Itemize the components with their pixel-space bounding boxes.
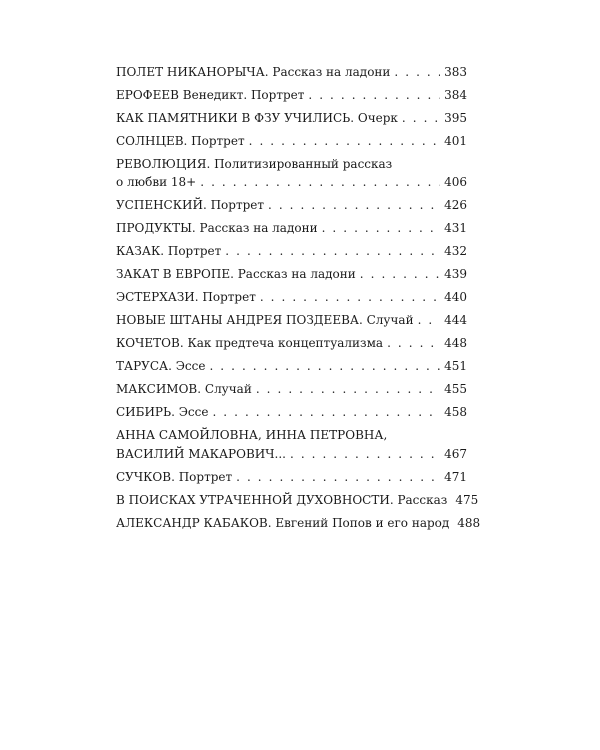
dot-leader — [268, 196, 440, 214]
toc-page-number: 471 — [444, 469, 467, 484]
dot-leader — [225, 242, 440, 260]
toc-page-number: 401 — [444, 133, 467, 148]
toc-line — [116, 311, 467, 329]
toc-page-number: 451 — [444, 359, 467, 374]
toc-entry — [116, 288, 467, 306]
toc-entry — [116, 86, 467, 104]
toc-page-number: 395 — [444, 110, 467, 125]
toc-entry-title: УСПЕНСКИЙ. Портрет — [116, 198, 265, 213]
toc-line — [116, 288, 467, 306]
toc-line — [116, 132, 467, 150]
toc-entry — [116, 155, 467, 192]
toc-line — [116, 86, 467, 104]
dot-leader — [200, 173, 440, 191]
toc-line — [116, 491, 479, 509]
toc-entry-title: ЗАКАТ В ЕВРОПЕ. Рассказ на ладони — [116, 267, 356, 282]
toc-page-number: 458 — [444, 405, 467, 420]
toc-entry — [116, 380, 467, 398]
toc-entry — [116, 242, 467, 260]
toc-line — [116, 219, 467, 237]
toc-entry — [116, 468, 467, 486]
toc-page-number: 467 — [444, 446, 467, 461]
toc-line — [116, 357, 467, 375]
dot-leader — [308, 86, 440, 104]
toc-entry-title: СИБИРЬ. Эссе — [116, 405, 209, 420]
toc-line — [116, 242, 467, 260]
dot-leader — [260, 288, 440, 306]
toc-entry-title: КАК ПАМЯТНИКИ В ФЗУ УЧИЛИСЬ. Очерк — [116, 110, 398, 125]
table-of-contents — [116, 63, 481, 532]
toc-entry — [116, 109, 467, 127]
toc-line — [116, 196, 467, 214]
toc-entry — [116, 63, 467, 81]
toc-entry-title: АЛЕКСАНДР КАБАКОВ. Евгений Попов и его народ — [116, 515, 450, 530]
toc-entry-title-continued: о любви 18+ — [116, 175, 197, 190]
toc-entry-title: ЭСТЕРХАЗИ. Портрет — [116, 290, 256, 305]
toc-line — [116, 109, 467, 127]
toc-page-number: 406 — [444, 175, 467, 190]
toc-entry — [116, 265, 467, 283]
toc-line — [116, 173, 467, 191]
toc-entry — [116, 311, 467, 329]
dot-leader — [402, 109, 440, 127]
toc-entry-title: МАКСИМОВ. Случай — [116, 382, 252, 397]
toc-line — [116, 445, 467, 463]
toc-line — [116, 403, 467, 421]
toc-entry-title: ПОЛЕТ НИКАНОРЫЧА. Рассказ на ладони — [116, 65, 391, 79]
toc-page-number: 444 — [444, 313, 467, 328]
toc-entry — [116, 334, 467, 352]
dot-leader — [212, 403, 440, 421]
toc-entry-title: ТАРУСА. Эссе — [116, 359, 206, 374]
toc-entry-title: ПРОДУКТЫ. Рассказ на ладони — [116, 221, 318, 236]
toc-entry — [116, 357, 467, 375]
toc-page-number: 383 — [444, 65, 467, 79]
toc-line — [116, 426, 467, 444]
toc-entry — [116, 426, 467, 463]
toc-line — [116, 155, 467, 173]
toc-page-number: 475 — [455, 492, 479, 507]
toc-line — [116, 514, 481, 532]
toc-line — [116, 380, 467, 398]
toc-entry-title: АННА САМОЙЛОВНА, ИННА ПЕТРОВНА, — [116, 428, 388, 443]
toc-entry-title: РЕВОЛЮЦИЯ. Политизированный рассказ — [116, 156, 393, 171]
toc-page-number: 384 — [444, 87, 467, 102]
toc-page-number: 432 — [444, 244, 467, 259]
toc-entry-title: КАЗАК. Портрет — [116, 244, 222, 259]
toc-line — [116, 468, 467, 486]
toc-page-number: 431 — [444, 221, 467, 236]
dot-leader — [322, 219, 441, 237]
toc-page-number: 448 — [444, 336, 467, 351]
toc-entry — [116, 514, 481, 532]
toc-entry-title: НОВЫЕ ШТАНЫ АНДРЕЯ ПОЗДЕЕВА. Случай — [116, 313, 414, 328]
toc-entry-title: СУЧКОВ. Портрет — [116, 469, 233, 484]
toc-entry — [116, 196, 467, 214]
toc-entry — [116, 219, 467, 237]
dot-leader — [256, 380, 440, 398]
toc-page-number: 440 — [444, 290, 467, 305]
toc-entry-title: КОЧЕТОВ. Как предтеча концептуализма — [116, 336, 384, 351]
dot-leader — [236, 468, 440, 486]
dot-leader — [249, 132, 440, 150]
toc-page-number: 439 — [444, 267, 467, 282]
toc-entry — [116, 403, 467, 421]
toc-entry — [116, 491, 479, 509]
dot-leader — [418, 311, 441, 329]
dot-leader — [387, 334, 440, 352]
dot-leader — [360, 265, 440, 283]
toc-entry — [116, 132, 467, 150]
dot-leader — [290, 445, 440, 463]
toc-line — [116, 63, 467, 81]
toc-line — [116, 265, 467, 283]
toc-page-number: 455 — [444, 382, 467, 397]
toc-entry-title: В ПОИСКАХ УТРАЧЕННОЙ ДУХОВНОСТИ. Рассказ — [116, 492, 448, 507]
toc-line — [116, 334, 467, 352]
toc-entry-title-continued: ВАСИЛИЙ МАКАРОВИЧ... — [116, 446, 286, 461]
toc-page-number: 488 — [457, 515, 481, 530]
dot-leader — [394, 63, 440, 81]
toc-entry-title: СОЛНЦЕВ. Портрет — [116, 133, 245, 148]
toc-entry-title: ЕРОФЕЕВ Венедикт. Портрет — [116, 87, 305, 102]
dot-leader — [209, 357, 440, 375]
toc-page-number: 426 — [444, 198, 467, 213]
